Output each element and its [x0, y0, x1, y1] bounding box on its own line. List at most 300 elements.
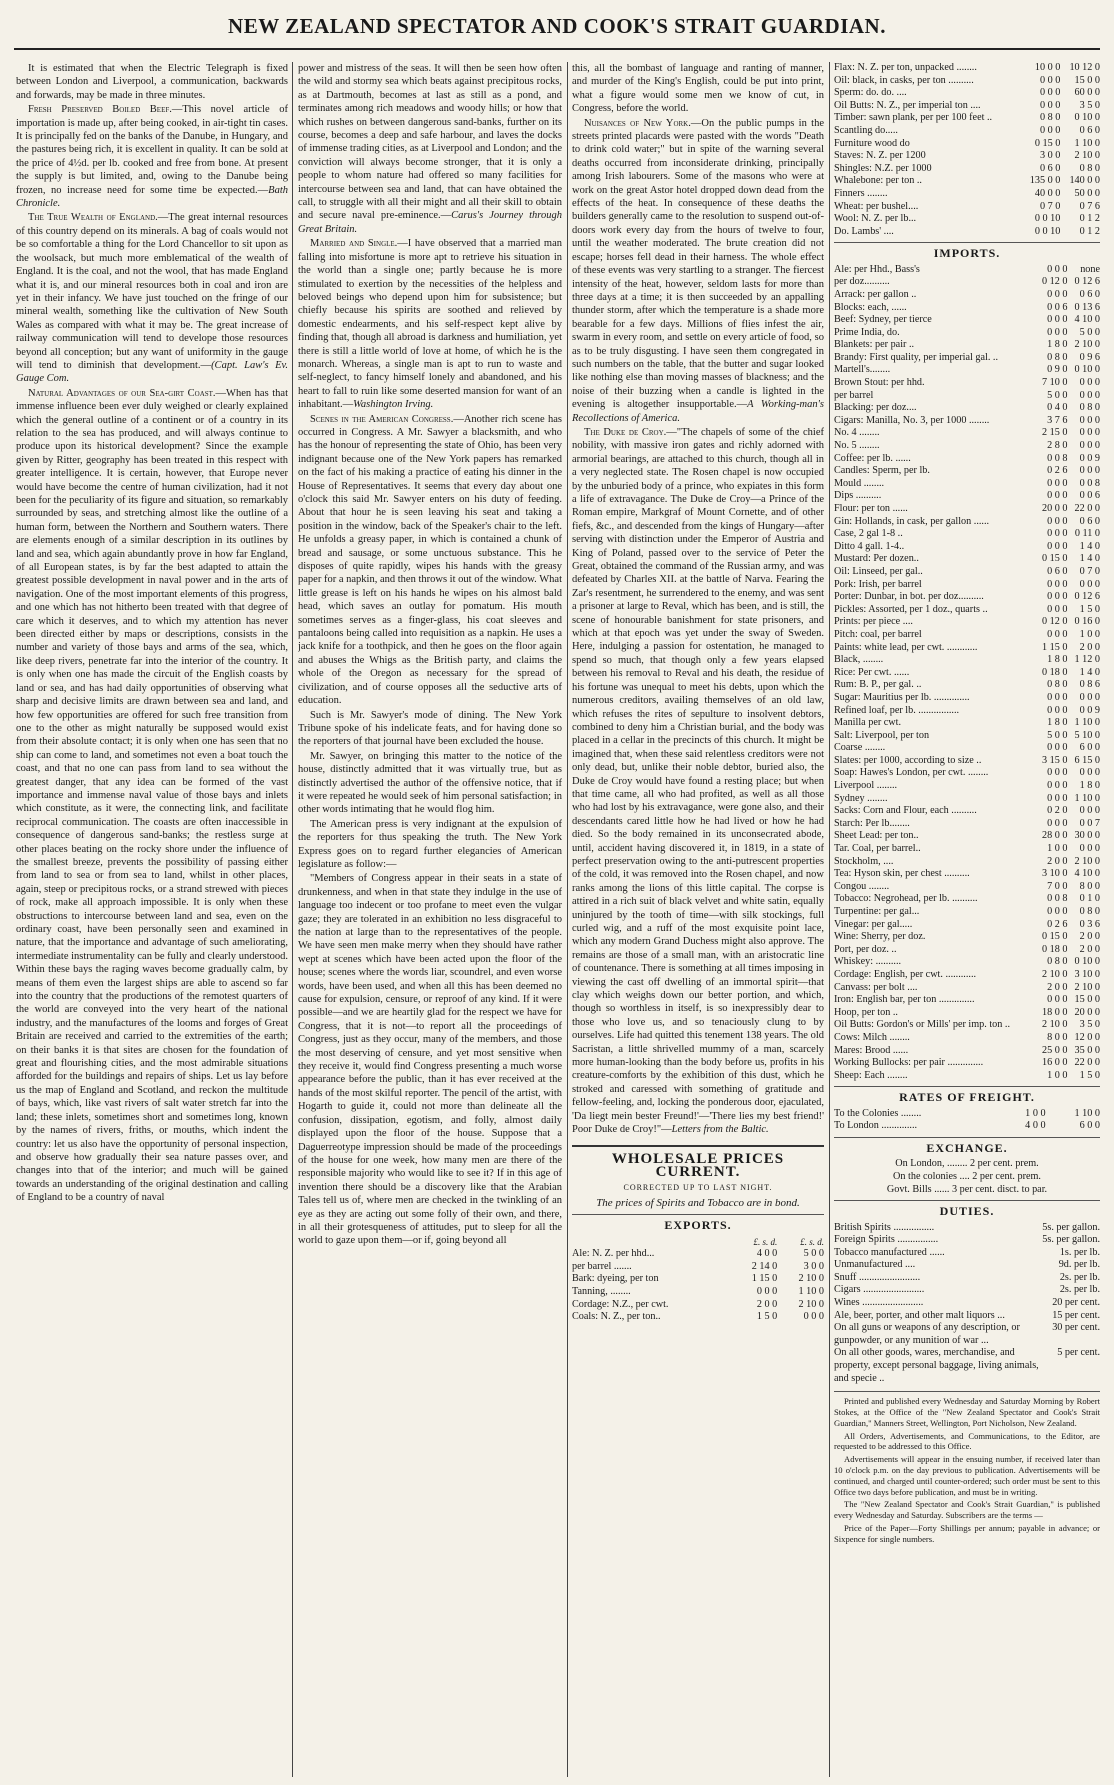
- price-low: 0 0 0: [1047, 490, 1068, 502]
- price-row: [834, 1070, 1100, 1083]
- price-high: 1 10 0: [798, 1285, 824, 1297]
- price-row: [834, 1247, 1100, 1260]
- price-low: 0 2 0: [1047, 805, 1068, 817]
- price-item: Starch: Per lb........: [834, 817, 910, 829]
- price-low: 0 0 0: [1039, 99, 1061, 111]
- price-low: 2 8 0: [1047, 440, 1068, 452]
- article-source: Letters from the Baltic.: [671, 1124, 769, 1136]
- price-row: [834, 478, 1100, 491]
- price-low: 0 0 0: [1047, 540, 1068, 552]
- price-item: Furniture wood do: [834, 137, 910, 149]
- price-low: 2 10 0: [1042, 1019, 1068, 1031]
- duty-rate: 9d. per lb.: [1058, 1259, 1100, 1271]
- price-low: 0 0 0: [1047, 591, 1068, 603]
- article-body: —This novel article of importation is made up, after being cooked, in air-tight tin cases. It is principally fed on the banks of the Danube, in Hungary, and the pastures being rich, it is excellent in quality. It can be sold at the price of 4½d. per lb. cooked and free from bone. At present the supply is but limited, and, owing to the Danube being frozen, no increase need for some time be expected.—: [16, 104, 288, 196]
- price-item: Paints: white lead, per cwt. ............: [834, 641, 978, 653]
- price-item: Tea: Hyson skin, per chest ..........: [834, 868, 970, 880]
- price-item: Snuff ........................: [834, 1271, 921, 1283]
- price-row: [834, 528, 1100, 541]
- price-low: 0 0 10: [1034, 225, 1061, 237]
- price-item: Sugar: Mauritius per lb. ..............: [834, 691, 970, 703]
- price-low: 0 12 0: [1042, 616, 1068, 628]
- price-high: 0 0 9: [1079, 452, 1100, 464]
- column-2: [298, 62, 562, 1777]
- price-row: [834, 1222, 1100, 1235]
- section-divider: [834, 1137, 1100, 1138]
- price-low: 5 0 0: [1047, 729, 1068, 741]
- price-row: [834, 1120, 1100, 1133]
- duty-rate: 2s. per lb.: [1059, 1271, 1100, 1283]
- price-low: 0 8 0: [1047, 351, 1068, 363]
- article-body: —"The chapels of some of the chief nobility, with massive iron gates and richly adorned with armorial bearings, are attached to this church, though all in a very neglected state. The Rosen chapel is now occupied by the unburied body of a prince, who expiates in this form a life of extravagance. The Duke de Croy—a Prince of the Roman empire, Markgraf of Mount Cornette, and of other fiefs, &c., and descended from the kings of Hungary—after serving with distinction under the Emperor of Austria and King of Poland, passed over to the service of Peter the Great, obtained the command of the Russian army, and was defeated by Charles XII. at the battle of Narva. Fearing the Zar's resentment, he surrendered to the enemy, and was sent a prisoner at large to Reval, which has been, and is still, the scene of honourable banishment for state prisoners, and which at that epoch was yet under the sway of Sweden. Here, indulging a passion for ostentation, he managed to spend so much, that though only a few years elapsed between his removal to Reval and his death, the residue of his fortune was unequal to meet his debts, upon which the numerous creditors, availing themselves of an old law, which refuses the rites of sepulture to insolvent debtors, combined to deny him a Christian burial, and the body was placed in a cellar in the precincts of this church. It might be imagined that, when these said relentless creditors were not only dead, but, unlike their noble debtor, buried also, the Duke de Croy would have found a resting place; but when that time came, all who had profited, as well as all those who had lost by his extravagance, were gone also, and their descendants cared little how he had lived or how he had died. So the body remained in its unconsecrated abode, until, accident having discovered it, in 1819, in a state of perfect preservation owing to the anti-putrescent properties of the cold, it was removed into the Rosen chapel, and now ranks among the lions of this little capital. The corpse is attired in a rich suit of black velvet and white satin, equally uninjured by the tooth of time—with silk stockings, full curled wig, and a ruff of the most exquisite point lace, which any modern Grand Duchess might also approve. The remains are those of a small man, with an aristocratic line of countenance. There is something at all times imposing in viewing the cast off dwelling of an immortal spirit—that clay which weighs down our better portion, and which, though so worthless in itself, is so inexpressibly dear to those who love us, and so tenaciously clung to by ourselves. Life had quitted this tenement 138 years. The old Sacristan, a little shrivelled mummy of a man, scarcely more human-looking than the body before us, profits in his creature-comforts by the exhibition of this dust, which he stroked and caressed with something of gratitude and fellow-feeling, and, locking the ponderous door, ejaculated, 'Da liegt mein bester Freund!'—'There lies my best friend!' Poor Duke de Croy!"—: [572, 426, 824, 1136]
- price-item: Coals: N. Z., per ton..: [572, 1311, 661, 1323]
- price-high: 50 0 0: [1074, 187, 1100, 199]
- price-high: 1 5 0: [1079, 603, 1100, 615]
- price-low: 5 0 0: [1047, 389, 1068, 401]
- price-item: Working Bullocks: per pair ..............: [834, 1057, 984, 1069]
- price-high: 0 0 0: [1079, 377, 1100, 389]
- price-low: 0 0 8: [1047, 452, 1068, 464]
- price-low: 2 15 0: [1042, 427, 1068, 439]
- price-item: Tar. Coal, per barrel..: [834, 843, 921, 855]
- price-high: 0 0 0: [1079, 691, 1100, 703]
- price-row: [834, 1272, 1100, 1285]
- article-preserved-beef: [16, 103, 288, 210]
- price-high: 3 10 0: [1074, 968, 1100, 980]
- price-item: Iron: English bar, per ton ..............: [834, 994, 975, 1006]
- price-item: Coffee: per lb. ......: [834, 452, 911, 464]
- price-row: [834, 679, 1100, 692]
- price-item: Mustard: Per dozen..: [834, 553, 919, 565]
- price-high: 1 10 0: [1074, 137, 1100, 149]
- price-low: 7 0 0: [1047, 880, 1068, 892]
- price-low: 0 18 0: [1042, 666, 1068, 678]
- price-row: [834, 402, 1100, 415]
- price-item: Oil: Linseed, per gal..: [834, 565, 923, 577]
- price-low: 0 2 6: [1047, 918, 1068, 930]
- price-item: Finners ........: [834, 187, 888, 199]
- price-row: [572, 1311, 824, 1324]
- exports-continued-rows: [834, 62, 1100, 238]
- price-low: 0 2 6: [1047, 465, 1068, 477]
- price-item: Congou ........: [834, 880, 890, 892]
- price-row: [834, 919, 1100, 932]
- price-row: [834, 188, 1100, 201]
- price-high: 1 4 0: [1079, 540, 1100, 552]
- duties-heading: DUTIES.: [939, 1204, 995, 1219]
- price-item: Scantling do.....: [834, 124, 898, 136]
- price-item: per doz..........: [834, 276, 890, 288]
- price-item: Sperm: do. do. ....: [834, 87, 907, 99]
- price-high: 0 8 0: [1079, 906, 1100, 917]
- price-row: [834, 579, 1100, 592]
- duty-rate: 1s. per lb.: [1059, 1246, 1100, 1258]
- price-low: 0 0 0: [1047, 263, 1068, 275]
- price-row: [834, 1347, 1100, 1385]
- price-row: [834, 818, 1100, 831]
- price-high: 0 1 2: [1079, 225, 1100, 237]
- price-high: 0 0 0: [1079, 440, 1100, 452]
- price-item: Unmanufactured ....: [834, 1259, 916, 1271]
- price-row: [834, 1322, 1100, 1347]
- price-row: [834, 705, 1100, 718]
- duty-rate: 5s. per gallon.: [1042, 1221, 1100, 1233]
- price-high: 3 5 0: [1079, 99, 1100, 111]
- price-row: [834, 175, 1100, 188]
- price-low: 1 15 0: [1042, 641, 1068, 653]
- price-low: 0 0 6: [1047, 301, 1068, 313]
- price-row: [834, 969, 1100, 982]
- price-row: [572, 1261, 824, 1274]
- price-item: Flax: N. Z. per ton, unpacked ........: [834, 62, 977, 73]
- price-low: 0 0 0: [1039, 87, 1061, 99]
- duties-rows: [834, 1222, 1100, 1386]
- price-item: Cows: Milch ........: [834, 1031, 910, 1043]
- price-low: 1 0 0: [1047, 1069, 1068, 1081]
- price-row: [834, 906, 1100, 919]
- price-high: 0 6 0: [1079, 288, 1100, 300]
- price-low: 0 15 0: [1042, 553, 1068, 565]
- price-row: [834, 516, 1100, 529]
- price-item: Cordage: English, per cwt. ............: [834, 968, 977, 980]
- price-item: Port, per doz. ..: [834, 943, 897, 955]
- article-source: Bath Chronicle.: [16, 184, 288, 210]
- price-row: [834, 453, 1100, 466]
- price-low: 10 0 0: [1034, 62, 1061, 73]
- price-high: 0 8 6: [1079, 679, 1100, 691]
- wholesale-prices-title: WHOLESALE PRICES CURRENT.: [611, 1150, 785, 1180]
- price-high: 1 10 0: [1074, 1107, 1100, 1119]
- price-high: 1 10 0: [1074, 792, 1100, 804]
- price-item: Sheet Lead: per ton..: [834, 830, 919, 842]
- wholesale-prices-subtitle: CORRECTED UP TO LAST NIGHT.: [623, 1183, 773, 1193]
- article-heading: The Duke de Croy.: [584, 426, 667, 438]
- article-body: —Another rich scene has occurred in Congress. A Mr. Sawyer a blacksmith, and who has the honour of representing the state of Ohio, has been very indignant because one of the New York papers has remarked on the fact of his making a practice of eating his dinner in the House of Representatives. It seems that every day about one o'clock this said Mr. Sawyer enters on his duty of feeding. About that hour he is seen leaving his seat and taking a position in the window, back of the Speaker's chair to the left. He unfolds a greasy paper, in which is contained a chunk of bread and sausage, or some unctuous substance. This he disposes of quite rapidly, wipes his hands with the greasy paper for a napkin, and then throws it out of the window. What little grease is left on his hands he wipes on his almost bald head, which saves an outlay for pomatum. His mouth sometimes serves as a finger-glass, his coat sleeves and pantaloons being called into requisition as a napkin. He uses a jack knife for a toothpick, and then he goes on the floor again and abuses the Whigs as the British party, and claims the whole of the Oregon as necessary for the spread of civilization, and of course opposes all the seductive arts of education.: [298, 413, 562, 707]
- article-paragraph: Mr. Sawyer, on bringing this matter to the notice of the house, distinctly admitted that it was virtually true, but as distinctly advertised the author of the offensive notice, that if it were repeated he would seek of him personal satisfaction; in other words intimating that he would flog him.: [298, 750, 562, 816]
- price-row: [834, 327, 1100, 340]
- price-row: [834, 1310, 1100, 1323]
- article-married-single: [298, 237, 562, 411]
- price-item: Martell's........: [834, 364, 891, 376]
- price-item: Ale: per Hhd., Bass's: [834, 263, 920, 275]
- price-high: 0 0 0: [1079, 465, 1100, 477]
- price-high: 1 4 0: [1079, 666, 1100, 678]
- price-item: Mould ........: [834, 477, 885, 489]
- price-high: 6 15 0: [1074, 754, 1100, 766]
- price-high: 2 10 0: [798, 1273, 824, 1285]
- price-row: [834, 213, 1100, 226]
- price-high: 0 0 8: [1079, 477, 1100, 489]
- price-row: [834, 642, 1100, 655]
- price-row: [834, 893, 1100, 906]
- price-item: Shingles: N.Z. per 1000: [834, 162, 932, 174]
- price-item: Pitch: coal, per barrel: [834, 628, 922, 640]
- masthead-rule: [14, 48, 1100, 50]
- price-item: Canvass: per bolt ....: [834, 981, 918, 993]
- price-high: 2 10 0: [1074, 981, 1100, 993]
- price-low: 0 4 0: [1047, 402, 1068, 414]
- footer-paragraph: The "New Zealand Spectator and Cook's Strait Guardian," is published every Wednesday and Saturday. Subscribers are the terms —: [834, 1499, 1100, 1521]
- price-low: 0 0 0: [1047, 767, 1068, 779]
- price-high: 6 0 0: [1079, 742, 1100, 754]
- price-row: [834, 364, 1100, 377]
- price-low: 16 0 0: [1042, 1057, 1068, 1069]
- price-high: 30 0 0: [1074, 830, 1100, 842]
- section-divider: [834, 1086, 1100, 1087]
- freight-heading: RATES OF FREIGHT.: [899, 1090, 1035, 1105]
- price-high: 0 0 0: [803, 1311, 824, 1323]
- price-high: 22 0 0: [1074, 503, 1100, 514]
- price-low: 0 0 0: [1047, 578, 1068, 590]
- money-header-low: £. s. d.: [753, 1236, 778, 1247]
- price-high: 0 0 6: [1079, 490, 1100, 502]
- price-low: 0 0 0: [1047, 691, 1068, 703]
- price-item: British Spirits ................: [834, 1221, 935, 1233]
- price-high: 8 0 0: [1079, 880, 1100, 892]
- price-row: [834, 503, 1100, 516]
- price-high: 0 1 2: [1079, 213, 1100, 225]
- price-item: Blacking: per doz....: [834, 402, 917, 414]
- price-item: Turpentine: per gal...: [834, 906, 920, 917]
- money-header-row: [572, 1236, 824, 1249]
- price-row: [834, 163, 1100, 176]
- price-item: Case, 2 gal 1-8 ..: [834, 528, 903, 540]
- price-row: [834, 566, 1100, 579]
- price-row: [834, 1108, 1100, 1121]
- article-nuisances-new-york: [572, 117, 824, 425]
- price-high: 0 12 6: [1074, 276, 1100, 288]
- price-row: [834, 591, 1100, 604]
- article-body: —I have observed that a married man falling into misfortune is more apt to retrieve his situation in the world than a single one; partly because he is more stimulated to exertion by the necessities of the helpless and beloved beings who depend upon him for subsistence; but chiefly because his spirits are soothed and relieved by domestic endearments, and his self-respect kept alive by finding that, though all abroad is darkness and humiliation, yet there is still a little world of love at home, of which he is the monarch. Whereas, a single man is apt to run to waste and self-neglect, to fancy himself lonely and abandoned, and his heart to fall to ruin like some deserted mansion for want of an inhabitant.—: [298, 238, 562, 411]
- article-body: —The great internal resources of this country depend on its minerals. A bag of coals would not be so comfortable a thing for the Lord Chancellor to sit upon as the woolsack, but much more emblematical of the wealth of England. It is the coal, and not the wool, that has made England what it is, and our mineral resources both in coal and iron are yet in their infancy. We have just touched on the fringe of our mineral wealth, something like the cultivation of New South Wales as compared with what it may be. The great increase of railway communication will tend to develope those resources beyond all conception; but any want of uniformity in the gauge will tend to diminish that development.—: [16, 212, 288, 371]
- price-row: [834, 201, 1100, 214]
- price-row: [834, 100, 1100, 113]
- price-low: 0 0 0: [1047, 792, 1068, 804]
- price-low: 1 8 0: [1047, 717, 1068, 729]
- duty-rate: 15 per cent.: [1052, 1309, 1100, 1321]
- price-item: On all other goods, wares, merchandise, and property, except personal baggage, living animals, and specie ..: [834, 1347, 1039, 1384]
- price-low: 2 10 0: [1042, 968, 1068, 980]
- wholesale-prices-note: The prices of Spirits and Tobacco are in bond.: [596, 1196, 800, 1209]
- price-high: none: [1080, 263, 1100, 275]
- price-low: 0 7 0: [1039, 200, 1061, 212]
- exports-continued-table: [834, 62, 1100, 238]
- price-row: [834, 793, 1100, 806]
- price-item: Rum: B. P., per gal. ..: [834, 679, 922, 691]
- section-divider: [834, 1200, 1100, 1201]
- article-body: power and mistress of the seas. It will then be seen how often the wild and stormy sea which beats against precipitous rocks, as at Dartmouth, becomes at last as still as a pond, and terminates among rich meadows and woody hills; or how that which rushes on between dangerous sand-banks, further on its course, becomes a deep and safe harbour, and laves the docks of immense trading cities, as at Liverpool and London; and the conviction will always become stronger, that it is only a people to whom nature had offered so many facilities for intercourse between sea and land, that can have obtained the call, to struggle with all their might and all their skill to obtain and secure naval pre-eminence.—: [298, 63, 562, 222]
- price-item: Beef: Sydney, per tierce: [834, 314, 932, 326]
- price-high: 0 10 0: [1074, 112, 1100, 124]
- price-high: 22 0 0: [1074, 1057, 1100, 1069]
- price-high: 4 10 0: [1074, 868, 1100, 880]
- price-low: 0 0 0: [1047, 628, 1068, 640]
- price-item: Liverpool ........: [834, 780, 898, 792]
- price-row: [834, 465, 1100, 478]
- price-row: [834, 654, 1100, 667]
- price-row: [572, 1299, 824, 1312]
- price-row: [834, 75, 1100, 88]
- price-row: [834, 490, 1100, 503]
- price-high: 140 0 0: [1069, 175, 1100, 187]
- price-item: No. 4 ........: [834, 427, 880, 439]
- section-divider: [572, 1214, 824, 1215]
- price-item: Tobacco: Negrohead, per lb. ..........: [834, 893, 978, 905]
- article-telegraph: It is estimated that when the Electric Telegraph is fixed between London and Liverpool, a communication, backwards and forwards, may be made in three minutes.: [16, 63, 288, 101]
- price-row: [834, 415, 1100, 428]
- price-low: 4 0 0: [756, 1248, 778, 1260]
- price-item: Cordage: N.Z., per cwt.: [572, 1298, 669, 1310]
- price-low: 1 0 0: [1047, 843, 1068, 855]
- price-row: [834, 717, 1100, 730]
- price-low: 0 0 0: [1047, 515, 1068, 527]
- price-high: 6 0 0: [1079, 1120, 1100, 1132]
- price-row: [834, 742, 1100, 755]
- price-item: Brandy: First quality, per imperial gal. ..: [834, 351, 999, 363]
- article-body: —On the public pumps in the streets printed placards were pasted with the words "Death to drink cold water;" but in spite of the warning several deaths occurred from inconsiderate drinking, principally among Irish labourers. Some of the masons who were at work on the great Astor hotel dropped down dead from the effects of the heat. In consequence of these deaths the builders generally came to the resolution to suspend out-of-doors work every day from the hours of twelve to four, until the weather moderated. The brute creation did not escape; horses fell dead in their harness. The whole effect of these events was very startling to a stranger. The fiercest intensity of the heat, however, seldom lasts for more than three days at a time; it is then succeeded by an appalling thunder storm, after which the temperature is a shade more bearable for a few days. Millions of flies infest the air, swarm in every room, and settle on every article of food, so as to be truly disgusting. I have seen them congregated in such numbers on the table, that the butter and sugar looked like nothing else than moving masses of blackness; and the noise of their buzzing when a candle is lighted in the evening is altogether insupportable.—: [572, 117, 824, 411]
- price-row: [834, 553, 1100, 566]
- freight-rows: [834, 1108, 1100, 1133]
- price-row: [834, 112, 1100, 125]
- imports-rows: [834, 264, 1100, 1083]
- price-high: 1 4 0: [1079, 553, 1100, 565]
- price-item: Slates: per 1000, according to size ..: [834, 754, 982, 766]
- price-low: 3 10 0: [1042, 868, 1068, 880]
- price-row: [834, 994, 1100, 1007]
- price-low: 0 9 0: [1047, 364, 1068, 376]
- price-item: Black, ........: [834, 654, 884, 666]
- price-item: Blankets: per pair ..: [834, 339, 915, 351]
- price-item: Soap: Hawes's London, per cwt. ........: [834, 767, 989, 779]
- price-low: 2 0 0: [1047, 981, 1068, 993]
- price-item: Tobacco manufactured ......: [834, 1246, 945, 1258]
- article-duke-de-croy: [572, 426, 824, 1137]
- price-low: 0 8 0: [1047, 956, 1068, 968]
- price-low: 0 0 0: [1047, 704, 1068, 716]
- article-source: Washington Irving.: [353, 399, 434, 411]
- price-low: 28 0 0: [1042, 830, 1068, 842]
- article-heading: Natural Advantages of our Sea-girt Coast.: [28, 387, 216, 399]
- price-row: [834, 1007, 1100, 1020]
- price-low: 0 8 0: [1047, 679, 1068, 691]
- price-item: Coarse ........: [834, 742, 886, 754]
- price-item: Do. Lambs' ....: [834, 225, 894, 237]
- duty-rate: 30 per cent.: [1052, 1322, 1100, 1334]
- exports-heading: EXPORTS.: [664, 1218, 732, 1233]
- price-item: Wine: Sherry, per doz.: [834, 931, 926, 943]
- price-item: Refined loaf, per lb. ................: [834, 704, 960, 716]
- price-item: Tanning, ........: [572, 1285, 631, 1297]
- price-item: Timber: sawn plank, per per 100 feet ..: [834, 112, 993, 124]
- footer-paragraph: All Orders, Advertisements, and Communications, to the Editor, are requested to be addressed to this Office.: [834, 1430, 1100, 1452]
- price-low: 0 6 0: [1047, 565, 1068, 577]
- article-heading: Fresh Preserved Boiled Beef.: [28, 104, 172, 116]
- price-item: Wool: N. Z. per lb...: [834, 213, 917, 225]
- price-low: 0 8 0: [1039, 112, 1061, 124]
- price-item: On all guns or weapons of any description, or gunpowder, or any munition of war ...: [834, 1322, 1020, 1346]
- price-high: 0 8 0: [1079, 402, 1100, 414]
- exchange-heading: EXCHANGE.: [926, 1140, 1008, 1155]
- price-high: 10 12 0: [1069, 62, 1100, 73]
- price-item: Wines ........................: [834, 1297, 924, 1309]
- price-high: 0 0 7: [1079, 817, 1100, 829]
- article-heading: Nuisances of New York.: [584, 117, 691, 129]
- price-high: 5 0 0: [803, 1248, 824, 1260]
- price-low: 0 6 0: [1039, 162, 1061, 174]
- price-high: 12 0 0: [1074, 1031, 1100, 1043]
- price-high: 4 10 0: [1074, 314, 1100, 326]
- price-row: [834, 1045, 1100, 1058]
- price-high: 0 13 6: [1074, 301, 1100, 313]
- exchange-row: Govt. Bills ...... 3 per cent. disct. to par.: [886, 1183, 1048, 1195]
- price-low: 20 0 0: [1042, 503, 1068, 514]
- price-high: 0 0 0: [1079, 414, 1100, 426]
- article-source: A Working-man's Recollections of America.: [572, 399, 824, 424]
- price-high: 1 10 0: [1074, 717, 1100, 729]
- duty-rate: 5s. per gallon.: [1042, 1234, 1100, 1246]
- price-item: Sydney ........: [834, 792, 888, 804]
- price-item: Oil Butts: N. Z., per imperial ton ....: [834, 99, 981, 111]
- price-row: [834, 264, 1100, 277]
- price-low: 0 0 0: [1039, 74, 1061, 86]
- price-low: 0 15 0: [1042, 931, 1068, 943]
- article-heading: The True Wealth of England.: [28, 212, 158, 224]
- footer-paragraph: Price of the Paper—Forty Shillings per annum; payable in advance; or Sixpence for single numbers.: [834, 1522, 1100, 1544]
- price-high: 0 0 0: [1079, 578, 1100, 590]
- duty-rate: 5 per cent.: [1057, 1347, 1100, 1359]
- price-row: [834, 629, 1100, 642]
- price-high: 0 12 6: [1074, 591, 1100, 603]
- price-row: [572, 1286, 824, 1299]
- price-row: [834, 1297, 1100, 1310]
- price-row: [834, 352, 1100, 365]
- column-divider: [567, 62, 568, 1777]
- price-low: 135 0 0: [1029, 175, 1061, 187]
- price-high: 15 0 0: [1074, 994, 1100, 1006]
- price-high: 2 10 0: [798, 1298, 824, 1310]
- price-row: [834, 692, 1100, 705]
- price-item: per barrel .......: [572, 1260, 632, 1272]
- price-item: Ale: N. Z. per hhd...: [572, 1248, 655, 1260]
- article-source: (Capt. Law's Ev. Gauge Com.: [16, 359, 288, 385]
- price-row: [834, 226, 1100, 239]
- price-high: 15 0 0: [1074, 74, 1100, 86]
- price-low: 3 0 0: [1039, 150, 1061, 162]
- price-row: [572, 1273, 824, 1286]
- price-low: 0 0 0: [1047, 603, 1068, 615]
- price-high: 1 5 0: [1079, 1069, 1100, 1081]
- price-high: 1 8 0: [1079, 780, 1100, 792]
- price-row: [834, 881, 1100, 894]
- price-row: [834, 956, 1100, 969]
- price-item: Foreign Spirits ................: [834, 1234, 939, 1246]
- price-low: 0 0 0: [1047, 314, 1068, 326]
- price-high: 0 0 0: [1079, 843, 1100, 855]
- price-low: 8 0 0: [1047, 1031, 1068, 1043]
- price-high: 2 10 0: [1074, 339, 1100, 351]
- price-low: 0 0 0: [1047, 326, 1068, 338]
- price-row: [834, 427, 1100, 440]
- footer-paragraph: Advertisements will appear in the ensuing number, if received later than 10 o'clock p.m. on the day previous to publication. Advertisements will be continued, and charged until counter-ordered; such order must be sent to this Office two days before publication, and must be in writing.: [834, 1454, 1100, 1497]
- price-row: [834, 62, 1100, 75]
- price-item: No. 5 ........: [834, 440, 880, 452]
- price-row: [572, 1248, 824, 1261]
- price-high: 35 0 0: [1074, 1044, 1100, 1056]
- exchange-list: [834, 1158, 1100, 1196]
- price-low: 0 0 0: [1047, 817, 1068, 829]
- price-item: Flour: per ton ......: [834, 503, 908, 514]
- price-item: Prime India, do.: [834, 326, 900, 338]
